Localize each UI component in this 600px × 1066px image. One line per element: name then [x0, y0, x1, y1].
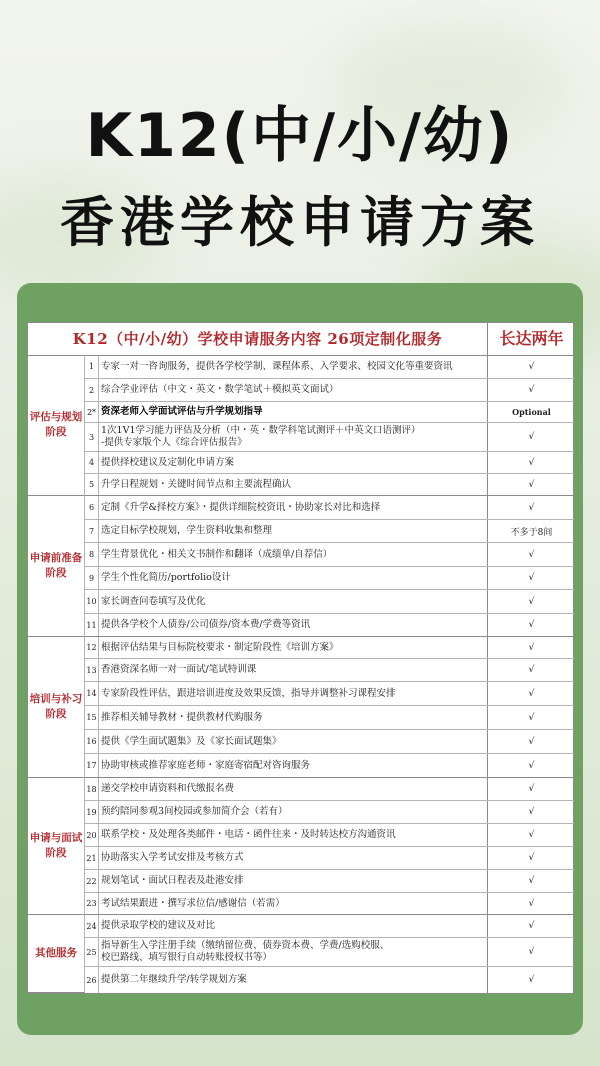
table-row: [85, 870, 574, 893]
row-mark: √: [487, 567, 575, 589]
row-description: 1次1V1学习能力评估及分析（中・英・数学科笔试测评＋中英文口语测评） -提供专家版个人《综合评估报告》: [101, 425, 421, 448]
row-description: 考试结果跟进・撰写求位信/感谢信（若需）: [101, 897, 285, 909]
row-mark: Optional: [487, 402, 575, 422]
row-description: 资深老师入学面试评估与升学规划指导: [101, 406, 263, 417]
table-row: [85, 496, 574, 520]
row-description: 提供《学生面试题集》及《家长面试题集》: [101, 735, 282, 747]
row-mark: √: [487, 590, 575, 613]
row-number: 1: [85, 355, 99, 378]
row-description: 提供各学校个人债券/公司债券/资本费/学费等资讯: [101, 619, 311, 630]
row-number: 2: [85, 379, 99, 401]
row-number: 15: [85, 706, 99, 729]
row-number: 3: [85, 423, 99, 451]
row-description: 推荐相关辅导教材・提供教材代购服务: [101, 711, 263, 723]
table-row: [85, 659, 574, 682]
table-row: [85, 614, 574, 637]
row-mark: √: [487, 355, 575, 378]
row-mark: √: [487, 967, 575, 993]
row-number: 9: [85, 567, 99, 589]
row-number: 11: [85, 614, 99, 636]
row-mark: √: [487, 938, 575, 966]
row-mark: √: [487, 706, 575, 729]
row-mark: √: [487, 730, 575, 753]
row-number: 26: [85, 967, 99, 993]
row-number: 7: [85, 520, 99, 542]
row-description: 规划笔试・面试日程表及赴港安排: [101, 875, 244, 886]
table-row: [85, 915, 574, 938]
table-row: [85, 474, 574, 496]
stage-label: 其他服务: [28, 915, 85, 993]
table-row: [85, 590, 574, 614]
table-header: [28, 323, 575, 356]
table-row: [85, 967, 574, 993]
row-number: 16: [85, 730, 99, 753]
table-row: [85, 423, 574, 452]
table-row: [85, 355, 574, 379]
row-mark: √: [487, 847, 575, 869]
table-row: [85, 847, 574, 870]
row-description: 联系学校・及处理各类邮件・电话・函件往来・及时转达校方沟通资讯: [101, 829, 396, 840]
row-number: 22: [85, 870, 99, 892]
row-description: 递交学校申请资料和代缴报名费: [101, 783, 235, 794]
row-mark: √: [487, 614, 575, 636]
page-subtitle: 香港学校申请方案: [60, 191, 540, 254]
row-mark: √: [487, 379, 575, 401]
table-row: [85, 754, 574, 778]
table-row: [85, 730, 574, 754]
row-number: 17: [85, 754, 99, 777]
row-mark: √: [487, 496, 575, 519]
row-number: 8: [85, 543, 99, 566]
row-number: 12: [85, 637, 99, 658]
stage-label: 培训与补习 阶段: [28, 637, 85, 778]
row-mark: √: [487, 778, 575, 800]
row-mark: √: [487, 870, 575, 892]
table-row: [85, 893, 574, 915]
table-row: [85, 706, 574, 730]
stage-label: 评估与规划 阶段: [28, 355, 85, 496]
row-description: 学生个性化简历/portfolio设计: [101, 572, 231, 583]
row-description: 提供择校建议及定制化申请方案: [101, 456, 235, 468]
row-description: 定制《升学&择校方案》・提供详细院校资讯・协助家长对比和选择: [101, 501, 381, 513]
row-number: 24: [85, 915, 99, 937]
stage-label: 申请前准备 阶段: [28, 496, 85, 637]
row-mark: 不多于8间: [487, 520, 575, 542]
table-row: [85, 938, 574, 967]
row-mark: √: [487, 824, 575, 846]
page-title: K12(中/小/幼): [85, 101, 515, 171]
row-mark: √: [487, 682, 575, 705]
table-row: [85, 452, 574, 474]
row-description: 综合学业评估（中文・英文・数学笔试＋模拟英文面试）: [101, 384, 339, 395]
row-description: 指导新生入学注册手续（缴纳留位费、债券资本费、学费/选购校服、 校巴路线、填写银行自动转账授权书等）: [101, 940, 390, 963]
row-description: 升学日程规划・关键时间节点和主要流程确认: [101, 478, 292, 490]
row-mark: √: [487, 754, 575, 777]
row-description: 选定目标学校规划，学生资料收集和整理: [101, 525, 273, 536]
row-number: 21: [85, 847, 99, 869]
stage-label: 申请与面试 阶段: [28, 778, 85, 915]
row-number: 2*: [85, 402, 99, 422]
row-number: 5: [85, 474, 99, 495]
row-mark: √: [487, 543, 575, 566]
row-description: 家长调查问卷填写及优化: [101, 595, 206, 607]
row-mark: √: [487, 637, 575, 658]
duration-label: 长达两年: [487, 323, 575, 355]
row-description: 提供第二年继续升学/转学规划方案: [101, 974, 247, 985]
row-description: 专家阶段性评估，跟进培训进度及效果反馈，指导并调整补习课程安排: [101, 687, 396, 699]
row-number: 14: [85, 682, 99, 705]
row-description: 协助落实入学考试安排及考核方式: [101, 852, 244, 863]
row-number: 13: [85, 659, 99, 681]
row-description: 专家一对一咨询服务，提供各学校学制、课程体系、入学要求、校园文化等重要资讯: [101, 360, 453, 372]
row-description: 学生背景优化・相关文书制作和翻译（成绩单/自荐信）: [101, 548, 333, 560]
table-title: K12（中/小/幼）学校申请服务内容 26项定制化服务: [72, 330, 443, 348]
table-row: [85, 778, 574, 801]
table-row: [85, 520, 574, 543]
table-row: [85, 543, 574, 567]
table-row: [85, 801, 574, 824]
table-row: [85, 637, 574, 659]
row-description: 提供录取学校的建议及对比: [101, 920, 216, 931]
row-number: 10: [85, 590, 99, 613]
row-number: 6: [85, 496, 99, 519]
table-row: [85, 379, 574, 402]
row-description: 根据评估结果与目标院校要求・制定阶段性《培训方案》: [101, 641, 339, 653]
table-row: [85, 402, 574, 423]
row-description: 预约陪同参观3间校园或参加简介会（若有）: [101, 806, 288, 817]
table-row: [85, 567, 574, 590]
service-table: [27, 322, 574, 994]
table-row: [85, 682, 574, 706]
row-description: 香港资深名师一对一面试/笔试特训课: [101, 664, 257, 675]
row-mark: √: [487, 452, 575, 473]
row-number: 19: [85, 801, 99, 823]
row-mark: √: [487, 893, 575, 914]
row-number: 18: [85, 778, 99, 800]
row-number: 23: [85, 893, 99, 914]
row-mark: √: [487, 423, 575, 451]
row-mark: √: [487, 801, 575, 823]
row-mark: √: [487, 915, 575, 937]
row-number: 4: [85, 452, 99, 473]
row-description: 协助审核或推荐家庭老师・家庭寄宿配对咨询服务: [101, 759, 311, 771]
row-number: 25: [85, 938, 99, 966]
row-number: 20: [85, 824, 99, 846]
row-mark: √: [487, 474, 575, 495]
table-row: [85, 824, 574, 847]
row-mark: √: [487, 659, 575, 681]
